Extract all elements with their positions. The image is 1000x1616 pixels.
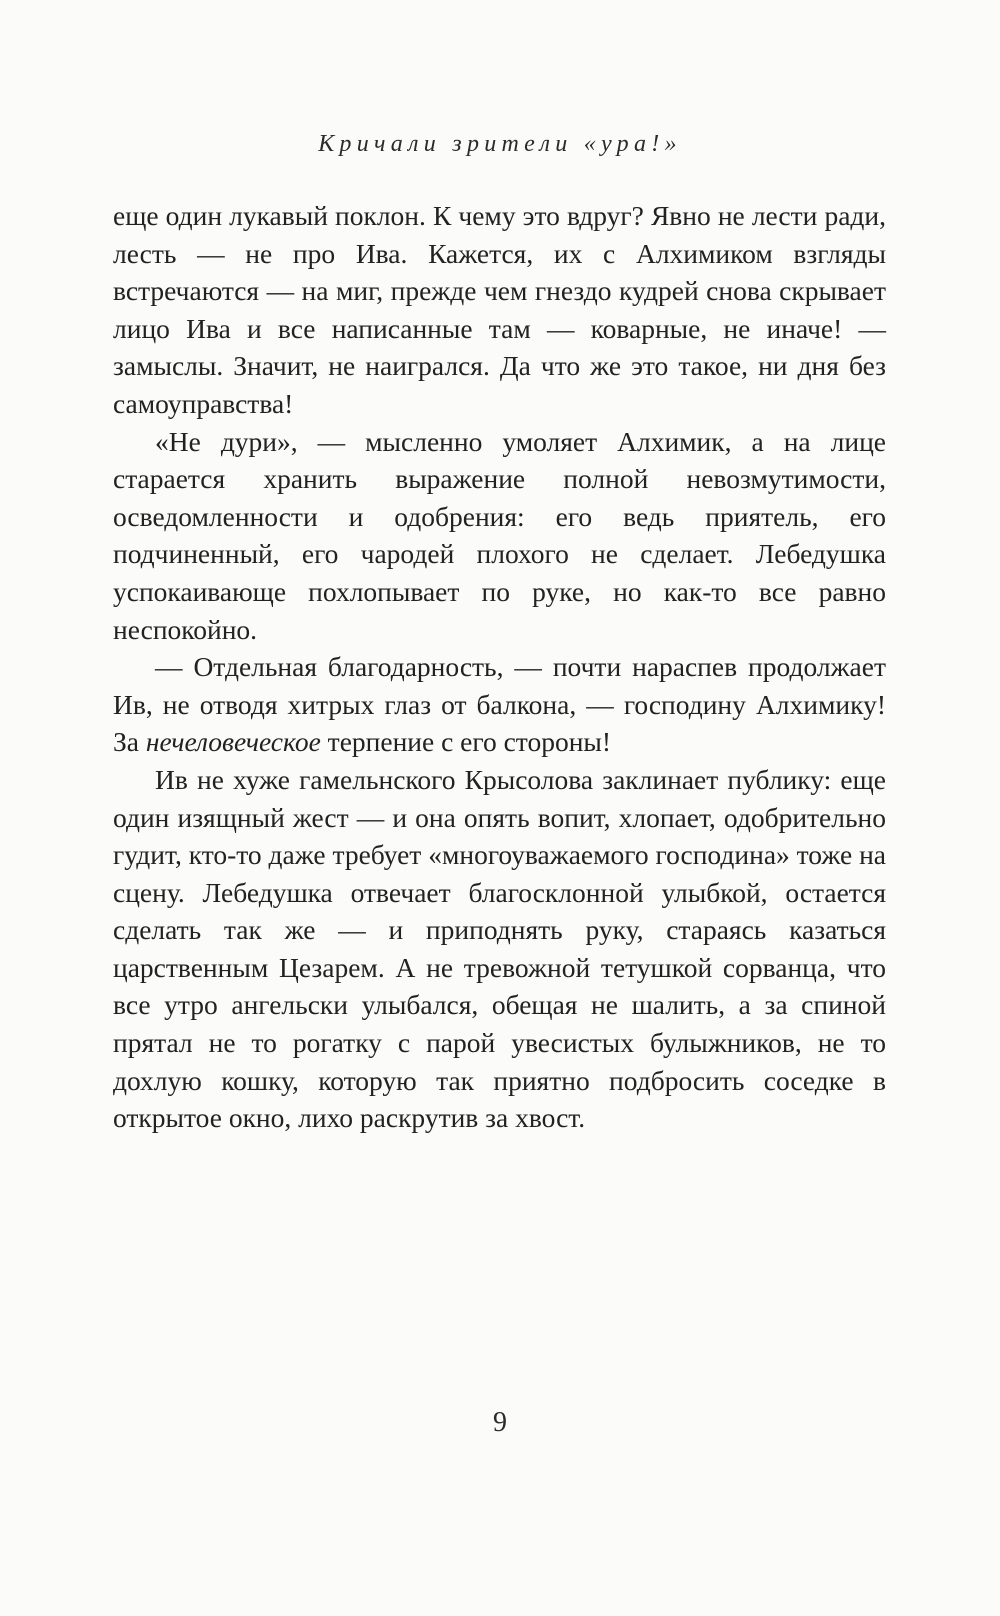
paragraph-segment: — Отдельная благодарность, — почти нараспев продолжает Ив, не отводя хитрых глаз от балкона, — господину Алхимику! За (113, 651, 886, 758)
paragraph (113, 423, 886, 649)
paragraph (113, 648, 886, 761)
body-text-block (113, 197, 886, 1137)
page-number: 9 (493, 1407, 507, 1438)
paragraph-segment: еще один лукавый поклон. К чему это вдруг? Явно не лести ради, лесть — не про Ива. Кажется, их с Алхимиком взгляды встречаются — на миг, прежде чем гнездо кудрей снова скрывает лицо Ива и все написанные там — коварные, не иначе! — замыслы. Значит, не наигрался. Да что же это такое, ни дня без самоуправства! (113, 200, 886, 419)
paragraph-segment: Ив не хуже гамельнского Крысолова заклинает публику: еще один изящный жест — и она опять вопит, хлопает, одобрительно гудит, кто-то даже требует «многоуважаемого господина» тоже на сцену. Лебедушка отвечает благосклонной улыбкой, остается сделать так же — и приподнять руку, стараясь казаться царственным Цезарем. А не тревожной тетушкой сорванца, что все утро ангельски улыбался, обещая не шалить, а за спиной прятал не то рогатку с парой увесистых булыжников, не то дохлую кошку, которую так приятно подбросить соседке в открытое окно, лихо раскрутив за хвост. (113, 763, 887, 1134)
paragraph-segment: терпение с его стороны! (320, 726, 612, 758)
running-header: Кричали зрители «ура!» (318, 131, 682, 157)
paragraph-segment: «Не дури», — мысленно умоляет Алхимик, а на лице старается хранить выражение полной невозмутимости, осведомленности и одобрения: его ведь приятель, его подчиненный, его чародей плохого не сделает. Лебедушка успокаивающе похлопывает по руке, но как-то все равно неспокойно. (113, 425, 886, 645)
paragraph (113, 197, 886, 423)
paragraph (113, 761, 886, 1137)
paragraph-segment-italic: нечеловеческое (145, 726, 321, 758)
